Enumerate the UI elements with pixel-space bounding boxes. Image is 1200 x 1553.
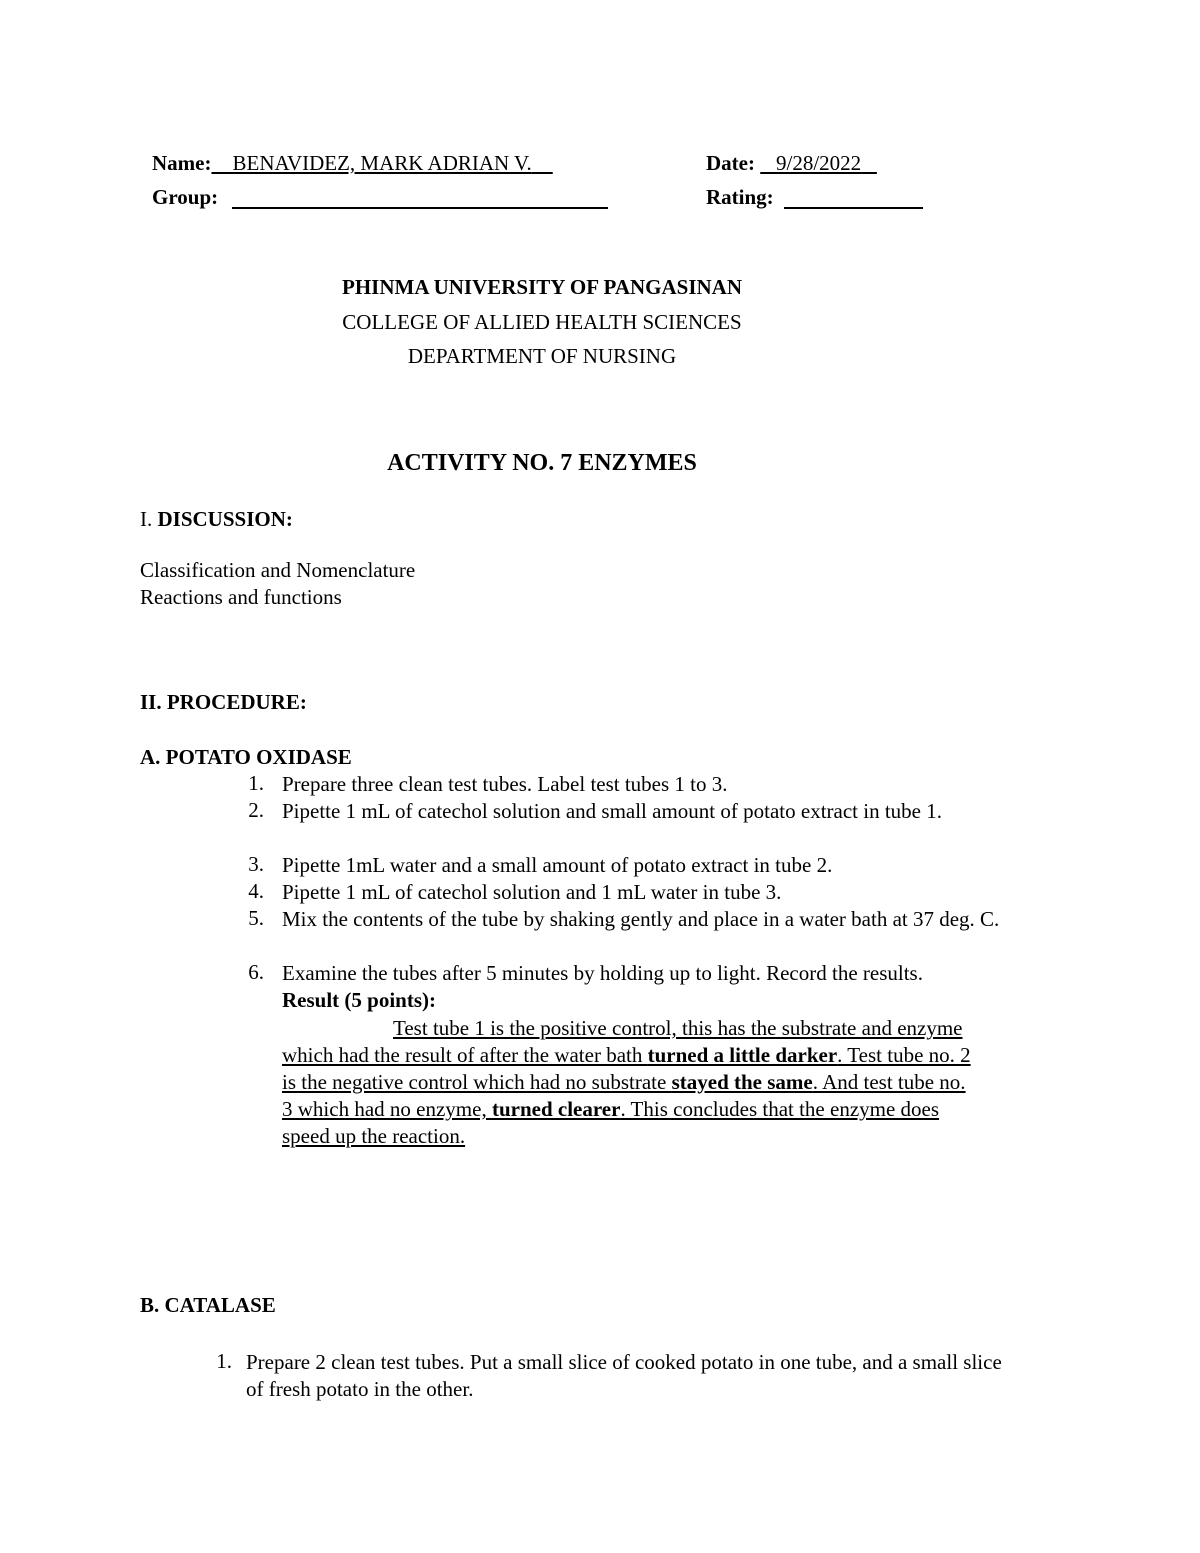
step-number: 1.: [216, 1349, 232, 1373]
result-label: Result (5 points):: [282, 988, 437, 1012]
step-number: 2.: [248, 798, 264, 822]
department-name: DEPARTMENT OF NURSING: [407, 344, 677, 368]
name-value: BENAVIDEZ, MARK ADRIAN V.: [232, 151, 532, 175]
date-label: Date:: [706, 151, 755, 175]
rating-row: [706, 185, 774, 210]
result-line: 3 which had no enzyme, turned clearer. This concludes that the enzyme does: [282, 1097, 940, 1121]
step-text: Pipette 1 mL of catechol solution and 1 mL water in tube 3.: [282, 880, 782, 904]
step-number: 4.: [248, 879, 264, 903]
discussion-topic: Reactions and functions: [140, 585, 342, 609]
date-row: [706, 151, 877, 176]
group-row: [152, 185, 218, 210]
rating-blank-line: [784, 207, 923, 209]
discussion-heading: I. DISCUSSION:: [140, 507, 293, 531]
section-b-heading: B. CATALASE: [140, 1293, 276, 1317]
discussion-topic: Classification and Nomenclature: [140, 558, 416, 582]
step-text: Pipette 1mL water and a small amount of potato extract in tube 2.: [282, 853, 833, 877]
step-number: 1.: [248, 771, 264, 795]
college-name: COLLEGE OF ALLIED HEALTH SCIENCES: [342, 310, 742, 334]
step-text: Prepare 2 clean test tubes. Put a small slice of cooked potato in one tube, and a small slice of fresh potato in the other.: [246, 1350, 1002, 1401]
group-blank-line: [232, 207, 608, 209]
activity-title: ACTIVITY NO. 7 ENZYMES: [387, 450, 697, 476]
step-number: 5.: [248, 906, 264, 930]
rating-label: Rating:: [706, 185, 774, 209]
name-row: [152, 151, 553, 176]
result-line: is the negative control which had no substrate stayed the same. And test tube no.: [282, 1070, 966, 1094]
result-line: Test tube 1 is the positive control, this has the substrate and enzyme: [393, 1016, 963, 1040]
step-text: Prepare three clean test tubes. Label test tubes 1 to 3.: [282, 772, 728, 796]
result-line: which had the result of after the water bath turned a little darker. Test tube no. 2: [282, 1043, 971, 1067]
name-label: Name:: [152, 151, 212, 175]
procedure-heading: II. PROCEDURE:: [140, 690, 307, 714]
date-value: 9/28/2022: [775, 151, 862, 175]
group-label: Group:: [152, 185, 219, 209]
step-text: Pipette 1 mL of catechol solution and small amount of potato extract in tube 1.: [282, 799, 942, 823]
section-a-heading: A. POTATO OXIDASE: [140, 745, 352, 769]
step-text: Mix the contents of the tube by shaking gently and place in a water bath at 37 deg. C.: [282, 907, 1000, 931]
step-number: 6.: [248, 960, 264, 984]
step-number: 3.: [248, 852, 264, 876]
university-name: PHINMA UNIVERSITY OF PANGASINAN: [342, 275, 742, 299]
result-line: speed up the reaction.: [282, 1124, 466, 1148]
step-text: Examine the tubes after 5 minutes by holding up to light. Record the results.: [282, 961, 923, 985]
